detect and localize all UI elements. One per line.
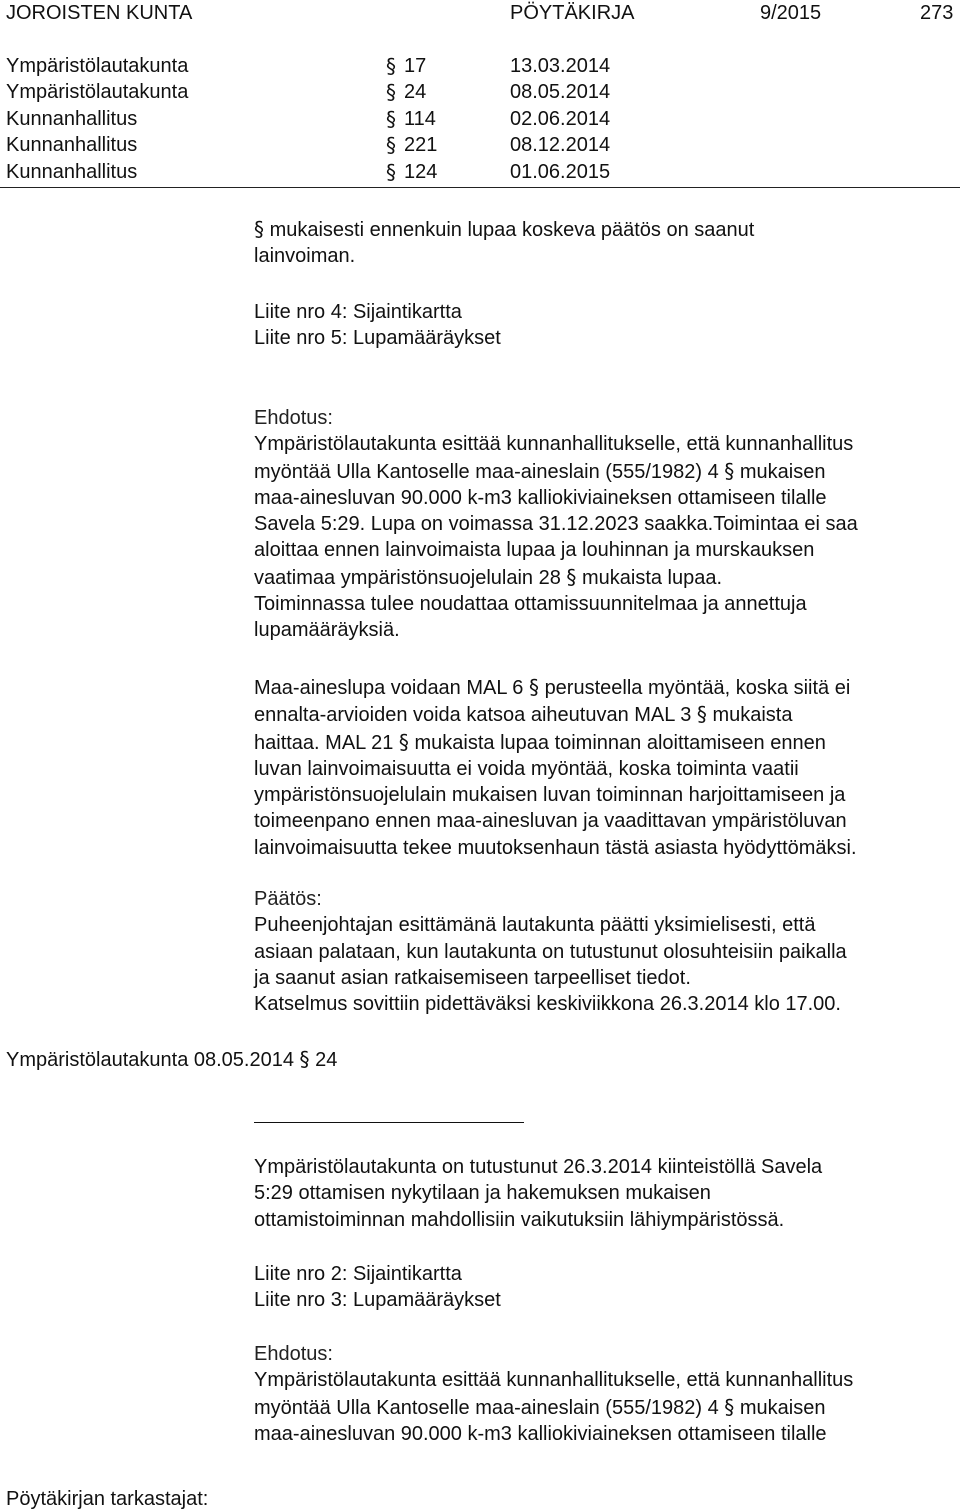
proposal-line: myöntää Ulla Kantoselle maa-aineslain (555/1982) 4 xyxy=(254,1396,719,1419)
proposal-line: Ympäristölautakunta esittää kunnanhallitukselle, että kunnanhallitus xyxy=(254,433,854,456)
history-body: Ympäristölautakunta xyxy=(6,55,189,77)
history-row xyxy=(6,106,646,132)
section-symbol: § xyxy=(386,107,396,131)
history-date: 08.05.2014 xyxy=(510,81,611,103)
intro-line: mukaisesti ennenkuin lupaa koskeva päätös on saanut xyxy=(269,219,755,241)
history-row xyxy=(6,53,646,79)
proposal-line: maa-ainesluvan 90.000 k-m3 kalliokiviaineksen ottamiseen tilalle xyxy=(254,486,827,509)
mal-line: toimeenpano ennen maa-ainesluvan ja vaadittavan ympäristöluvan xyxy=(254,810,847,833)
mal-line: mukaista xyxy=(712,704,793,727)
section-symbol: § xyxy=(386,54,396,78)
proposal-paragraph xyxy=(254,1341,960,1447)
history-number: 24 xyxy=(404,81,427,103)
proposal-line: mukaista lupaa. xyxy=(581,566,723,589)
mal-line: perusteella myöntää, koska siitä ei xyxy=(544,677,851,699)
proposal-line: Toiminnassa tulee noudattaa ottamissuunnitelmaa ja annettuja xyxy=(254,593,807,616)
history-body: Kunnanhallitus xyxy=(6,108,138,130)
section-symbol: § xyxy=(386,133,396,157)
attachment-4: Liite nro 4: Sijaintikartta xyxy=(254,301,462,323)
attachment-3: Liite nro 3: Lupamääräykset xyxy=(254,1289,501,1312)
section-symbol: § xyxy=(724,458,735,483)
page-number: 273 xyxy=(920,2,954,24)
proposal-line: aloittaa ennen lainvoimaista lupaa ja louhinnan ja murskauksen xyxy=(254,539,815,562)
meeting-label-number: 24 xyxy=(315,1049,338,1071)
proposal-line: Savela 5:29. Lupa on voimassa 31.12.2023 saakka.Toimintaa ei saa xyxy=(254,513,858,536)
decision-paragraph xyxy=(254,886,960,1017)
reviewers-label: Pöytäkirjan tarkastajat: xyxy=(6,1488,209,1510)
attachments-list xyxy=(254,299,960,352)
proposal-line: mukaisen xyxy=(739,460,826,483)
decision-label: Päätös: xyxy=(254,888,322,910)
visit-line: 5:29 ottamisen nykytilaan ja hakemuksen mukaisen xyxy=(254,1182,711,1205)
history-date: 13.03.2014 xyxy=(510,55,611,77)
section-symbol: § xyxy=(696,702,707,727)
proposal-label: Ehdotus: xyxy=(254,407,333,429)
decision-line: Katselmus sovittiin pidettäväksi keskiviikkona 26.3.2014 klo 17.00. xyxy=(254,993,841,1016)
meeting-label-text: Ympäristölautakunta 08.05.2014 xyxy=(6,1049,294,1071)
attachment-2: Liite nro 2: Sijaintikartta xyxy=(254,1263,462,1285)
section-symbol: § xyxy=(398,729,409,754)
history-number: 124 xyxy=(404,161,438,183)
proposal-line: myöntää Ulla Kantoselle maa-aineslain (555/1982) 4 xyxy=(254,460,719,483)
decision-line: ja saanut asian ratkaisemiseen tarpeelliset tiedot. xyxy=(254,966,691,989)
mal-paragraph xyxy=(254,674,960,861)
section-symbol: § xyxy=(254,217,264,241)
history-date: 02.06.2014 xyxy=(510,108,611,130)
section-symbol: § xyxy=(299,1047,310,1071)
proposal-line: lupamääräyksiä. xyxy=(254,619,400,642)
history-date: 01.06.2015 xyxy=(510,161,611,183)
header-divider xyxy=(0,187,960,188)
history-row xyxy=(6,132,646,158)
meeting-label xyxy=(6,1046,337,1073)
section-symbol: § xyxy=(566,564,577,589)
history-body: Ympäristölautakunta xyxy=(6,81,189,103)
proposal-line: mukaisen xyxy=(739,1396,826,1419)
history-row xyxy=(6,159,646,185)
visit-line: Ympäristölautakunta on tutustunut 26.3.2014 kiinteistöllä Savela xyxy=(254,1156,823,1178)
intro-paragraph xyxy=(254,216,960,270)
separator-line xyxy=(254,1122,524,1123)
site-visit-paragraph xyxy=(254,1154,960,1233)
proposal-label: Ehdotus: xyxy=(254,1343,333,1365)
history-body: Kunnanhallitus xyxy=(6,134,138,156)
section-symbol: § xyxy=(386,160,396,184)
document-type: PÖYTÄKIRJA xyxy=(510,2,635,24)
attachment-5: Liite nro 5: Lupamääräykset xyxy=(254,327,501,350)
history-number: 114 xyxy=(404,108,436,130)
mal-line: ympäristönsuojelulain mukaisen luvan toiminnan harjoittamiseen ja xyxy=(254,784,846,807)
mal-line: ennalta-arvioiden voida katsoa aiheutuvan MAL 3 xyxy=(254,704,692,727)
proposal-paragraph xyxy=(254,405,960,644)
intro-line: lainvoiman. xyxy=(254,245,356,268)
decision-line: Puheenjohtajan esittämänä lautakunta päätti yksimielisesti, että xyxy=(254,914,816,937)
proposal-line: vaatimaa ympäristönsuojelulain 28 xyxy=(254,566,561,589)
section-symbol: § xyxy=(386,80,396,104)
visit-line: ottamistoiminnan mahdollisiin vaikutuksiin lähiympäristössä. xyxy=(254,1208,785,1231)
mal-line: haittaa. MAL 21 xyxy=(254,731,394,754)
history-number: 221 xyxy=(404,134,438,156)
history-number: 17 xyxy=(404,55,427,77)
document-number: 9/2015 xyxy=(760,2,822,24)
mal-line: Maa-aineslupa voidaan MAL 6 xyxy=(254,677,524,699)
mal-line: mukaista lupaa toiminnan aloittamiseen ennen xyxy=(414,731,826,754)
mal-line: lainvoimaisuutta tekee muutoksenhaun tästä asiasta hyödyttömäksi. xyxy=(254,836,857,859)
history-date: 08.12.2014 xyxy=(510,134,611,156)
proposal-line: maa-ainesluvan 90.000 k-m3 kalliokiviaineksen ottamiseen tilalle xyxy=(254,1422,827,1445)
decision-line: asiaan palataan, kun lautakunta on tutustunut olosuhteisiin paikalla xyxy=(254,940,847,963)
municipality-name: JOROISTEN KUNTA xyxy=(6,2,193,24)
section-symbol: § xyxy=(529,675,539,699)
proposal-line: Ympäristölautakunta esittää kunnanhallitukselle, että kunnanhallitus xyxy=(254,1369,854,1392)
history-body: Kunnanhallitus xyxy=(6,161,138,183)
section-symbol: § xyxy=(724,1394,735,1419)
attachments-list xyxy=(254,1261,960,1314)
mal-line: luvan lainvoimaisuutta ei voida myöntää, koska toiminta vaatii xyxy=(254,757,799,780)
history-row xyxy=(6,79,646,105)
